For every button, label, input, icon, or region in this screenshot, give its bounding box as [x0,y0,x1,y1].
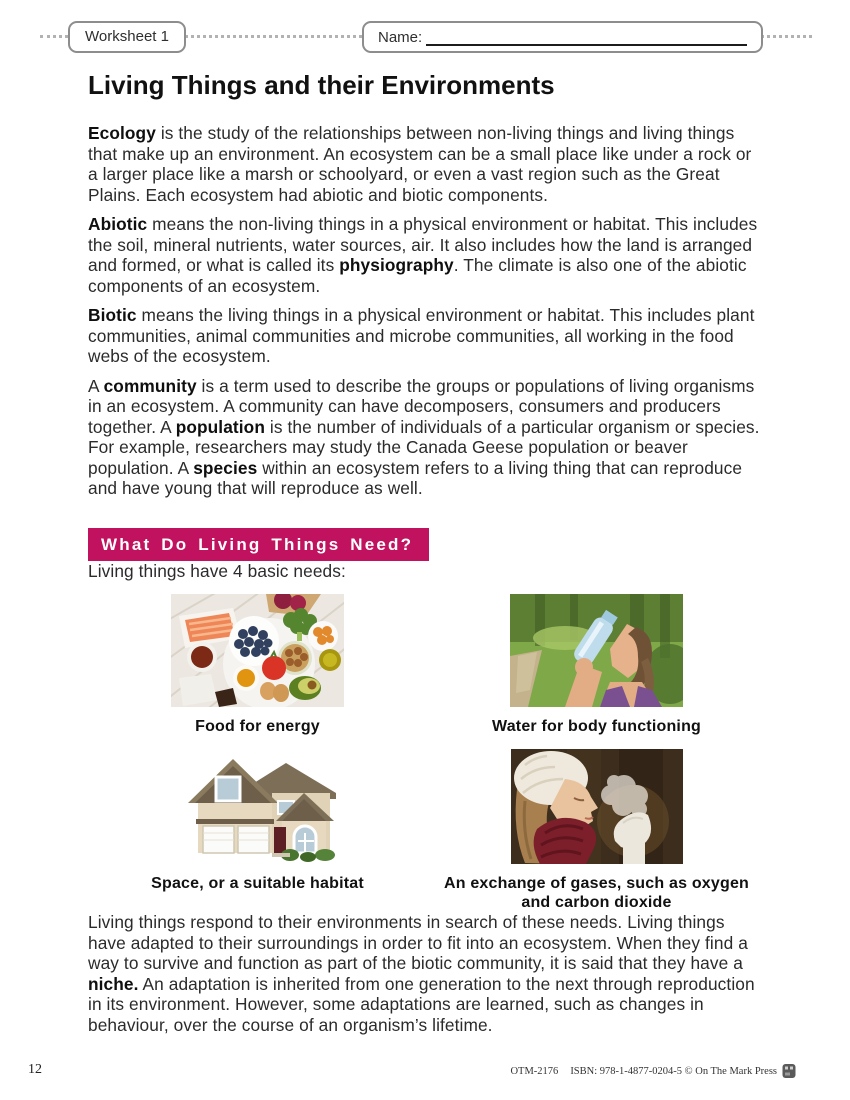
need-caption-water: Water for body functioning [491,718,702,735]
need-item-food [88,594,427,736]
section-banner: What Do Living Things Need? [88,528,429,561]
woman-drinking-water-photo [510,594,683,707]
house-photo [178,749,338,864]
need-caption-space: Space, or a suitable habitat [151,875,364,892]
paragraph-niche: Living things respond to their environments in search of these needs. Living things have adapted to their surroundings in order to fit into an ecosystem. When they find a way to survive and function as part of the biotic community, it is said that they have a niche. An adaptation is inherited from one generation to the next through reproduction in its environment. However, some adaptations are learned, such as changes in behaviour, over the course of an organism’s lifetime. [88,912,755,1035]
need-caption-gases: An exchange of gases, such as oxygen and carbon dioxide [443,875,750,911]
healthy-foods-photo [171,594,344,707]
winter-breath-photo [511,749,683,864]
need-caption-food: Food for energy [195,718,320,735]
need-item-water [427,594,766,736]
name-input-line[interactable] [426,28,747,46]
basic-needs-grid [88,594,766,912]
product-code: OTM-2176 [510,1065,559,1077]
isbn-text: ISBN: 978-1-4877-0204-5 © On The Mark Press [570,1065,777,1077]
paragraph-abiotic: Abiotic means the non-living things in a physical environment or habitat. This includes the soil, mineral nutrients, water sources, air. It also includes how the land is arranged and formed, or what is called its physiography. The climate is also one of the abiotic components of an ecosystem. [88,214,758,296]
main-content [88,123,766,1044]
need-item-space [88,749,427,912]
page-number: 12 [28,1062,42,1077]
paragraph-ecology: Ecology is the study of the relationships between non-living things and living things that make up an environment. An ecosystem can be a small place like under a rock or a larger place like a marsh or schoolyard, or even a vast region such as the Great Plains. Each ecosystem had abiotic and biotic components. [88,123,752,205]
name-label: Name: [378,28,423,46]
on-the-mark-press-logo [782,1063,796,1079]
need-item-gases [427,749,766,912]
footer-imprint [510,1063,796,1079]
worksheet-number-tag [68,21,186,53]
paragraph-biotic: Biotic means the living things in a physical environment or habitat. This includes plant communities, animal communities and microbe communities, all working in the food webs of the ecosystem. [88,305,755,366]
paragraph-community: A community is a term used to describe the groups or populations of living organisms in an ecosystem. A community can have decomposers, consumers and producers together. A population is the number of individuals of a particular organism or species. For example, researchers may study the Canada Geese population or beaver population. A species within an ecosystem refers to a living thing that can reproduce and have young that will reproduce as well. [88,375,760,498]
name-field-box [362,21,763,53]
page-title: Living Things and their Environments [88,70,555,100]
needs-intro-text: Living things have 4 basic needs: [88,560,346,581]
worksheet-number-label: Worksheet 1 [85,28,169,45]
